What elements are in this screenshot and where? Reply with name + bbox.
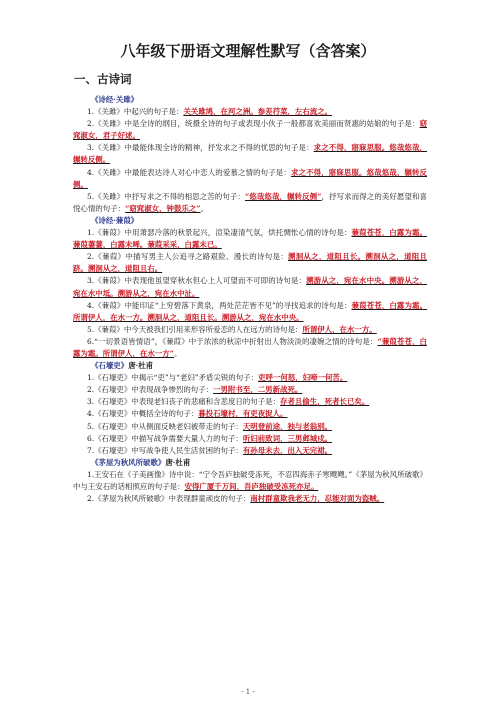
question-text: 3.《石壕吏》中表现老妇丧子的悲痛和含悲度日的句子是： (87, 397, 281, 407)
question-item (73, 421, 427, 433)
answer-text: 求之不得，寤寐思服。悠哉悠哉，辗转反侧。 (73, 143, 427, 165)
question-text: 4.《蒹葭》中能印证“上穷碧落下黄泉，两处茫茫皆不见”的寻找追求的诗句是： (87, 300, 352, 310)
question-text: 5.《蒹葭》中今天被我们引用来形容所爱恋的人在远方的诗句是： (87, 324, 303, 334)
answer-text: 听妇前致词，三男邺城戍。 (242, 433, 333, 443)
question-item (73, 493, 427, 505)
question-text: 1.《蒹葭》中用萧瑟冷落的秋景起兴，渲染凄清气氛，烘托惆怅心情的诗句是： (87, 228, 352, 238)
question-item (73, 275, 427, 299)
answer-text: 天明登前途，独与老翁别。 (242, 421, 333, 431)
question-item (73, 445, 427, 457)
question-item (73, 324, 427, 336)
question-text: 2.《关雎》中是全诗的纲目，统摄全诗的句子或表现小伙子一般都喜欢美丽而贤惠的姑娘的句子是： (87, 119, 420, 129)
question-text: 2.《蒹葭》中描写男主人公追寻之路艰险、漫长的诗句是： (87, 252, 288, 262)
answer-text: 所谓伊人，在水一方。 (302, 324, 377, 334)
question-item (73, 106, 427, 118)
question-item (73, 191, 427, 215)
question-text: ，抒写求而得之的美好愿望和喜悦心情的句子： (73, 191, 427, 213)
content-body (73, 94, 427, 505)
question-text: 1.《石壕吏》中揭示“吏”与“老妇”矛盾尖锐的句子： (87, 373, 259, 383)
page-number: - 1 - (241, 688, 255, 696)
poem-heading-shihao (73, 360, 427, 372)
page-title: 八年级下册语文理解性默写（含答案） (120, 42, 376, 60)
question-text: 2.《茅屋为秋风所破歌》中表现群童顽皮的句子： (87, 494, 251, 504)
question-item (73, 384, 427, 396)
answer-text: 窈窕淑女，君子好逑。 (73, 119, 427, 141)
question-text: 6.“一切景语皆情语”，《蒹葭》中于浓浓的秋凉中折射出人物淡淡的凄婉之情的诗句是： (87, 336, 378, 346)
section-heading: 一、古诗词 (74, 72, 132, 86)
poem-author: 唐·杜甫 (128, 361, 154, 371)
answer-text: 有孙母未去，出入无完裙。 (242, 445, 333, 455)
question-text: 1.王安石在《子美画像》诗中说：“宁令吾庐独破受冻死，不忍四海赤子寒飕飕。”《茅屋为秋风所破歌》中与王安石的话相照应的句子是： (73, 469, 427, 491)
answer-text: 蒹葭苍苍，白露为霜。所谓伊人，在水一方。溯洄从之，道阻且长。溯游从之，宛在水中央。 (73, 300, 428, 322)
question-text: 3.《关雎》中最能体现全诗的精神，抒发求之不得的忧思的句子是： (87, 143, 314, 153)
question-text: 4.《关雎》中最能表达诗人对心中恋人的爱慕之情的句子是： (87, 167, 291, 177)
question-item (73, 167, 427, 191)
question-item (73, 251, 427, 275)
answer-text: “窈窕淑女，钟鼓乐之” (125, 203, 201, 213)
question-item (73, 469, 427, 493)
question-text: 。 (200, 203, 208, 213)
answer-text: 求之不得，寤寐思服。悠哉悠哉，辗转反侧。 (73, 167, 427, 189)
question-text: 。 (173, 348, 182, 358)
poem-heading-guanju: 《诗经·关雎》 (91, 95, 139, 104)
answer-text: 蒹葭苍苍，白露为霜。蒹葭萋萋，白露未晞。蒹葭采采，白露未已。 (73, 228, 427, 250)
question-text: 7.《石壕吏》中写战争使人民生活贫困的句子： (87, 445, 243, 455)
question-text: 3.《蒹葭》中表现他虽望穿秋水但心上人可望而不可即的诗句是： (87, 276, 307, 286)
question-text: 5.《关雎》中抒写求之不得的相思之苦的句子： (87, 191, 245, 201)
answer-text: 南村群童欺我老无力，忍能对面为盗贼。 (250, 494, 385, 504)
question-text: 5.《石壕吏》中从侧面反映老妇被带走的句子： (87, 421, 243, 431)
answer-text: 一男附书至，二男新战死。 (213, 385, 303, 395)
question-item (73, 408, 427, 420)
poem-author: 唐·杜甫 (165, 457, 191, 467)
question-item (73, 336, 427, 360)
answer-text: 溯游从之，宛在水中央。溯游从之，宛在水中坻。溯游从之，宛在水中沚。 (73, 276, 428, 298)
answer-text: “悠哉悠哉，辗转反侧” (244, 191, 322, 201)
answer-text: “蒹葭苍苍，白露为霜。所谓伊人，在水一方” (73, 336, 427, 358)
poem-title: 《石壕吏》 (91, 361, 129, 371)
question-item (73, 433, 427, 445)
question-text: 2.《石壕吏》中表现战争惨烈的句子： (87, 385, 214, 395)
question-item (73, 372, 427, 384)
question-text: 1.《关雎》中起兴的句子是： (87, 107, 184, 117)
answer-text: 暮投石壕村，有吏夜捉人。 (198, 409, 288, 419)
answer-text: 关关雎鸠，在河之洲。参差荇菜，左右流之。 (183, 107, 333, 117)
answer-text: 安得广厦千万间，吾庐独破受冻死亦足。 (184, 482, 319, 491)
question-item (73, 396, 427, 408)
question-text: 6.《石壕吏》中描写战争需要大量人力的句子： (87, 433, 243, 443)
answer-text: 吏呼一何怒，妇啼一何苦。 (258, 373, 348, 383)
question-item (73, 118, 427, 142)
poem-heading-maowu (73, 457, 427, 469)
question-text: 4.《石壕吏》中概括全诗的句子： (87, 409, 199, 419)
poem-heading-jianjia: 《诗经·蒹葭》 (91, 215, 139, 225)
question-item (73, 300, 427, 324)
poem-title: 《茅屋为秋风所破歌》 (91, 457, 166, 467)
question-item (73, 227, 427, 251)
answer-text: 溯洄从之，道阻且长。溯洄从之，道阻且跻。溯洄从之，道阻且右。 (73, 252, 427, 274)
question-item (73, 142, 427, 166)
answer-text: 存者且偷生，死者长已矣。 (280, 397, 370, 407)
